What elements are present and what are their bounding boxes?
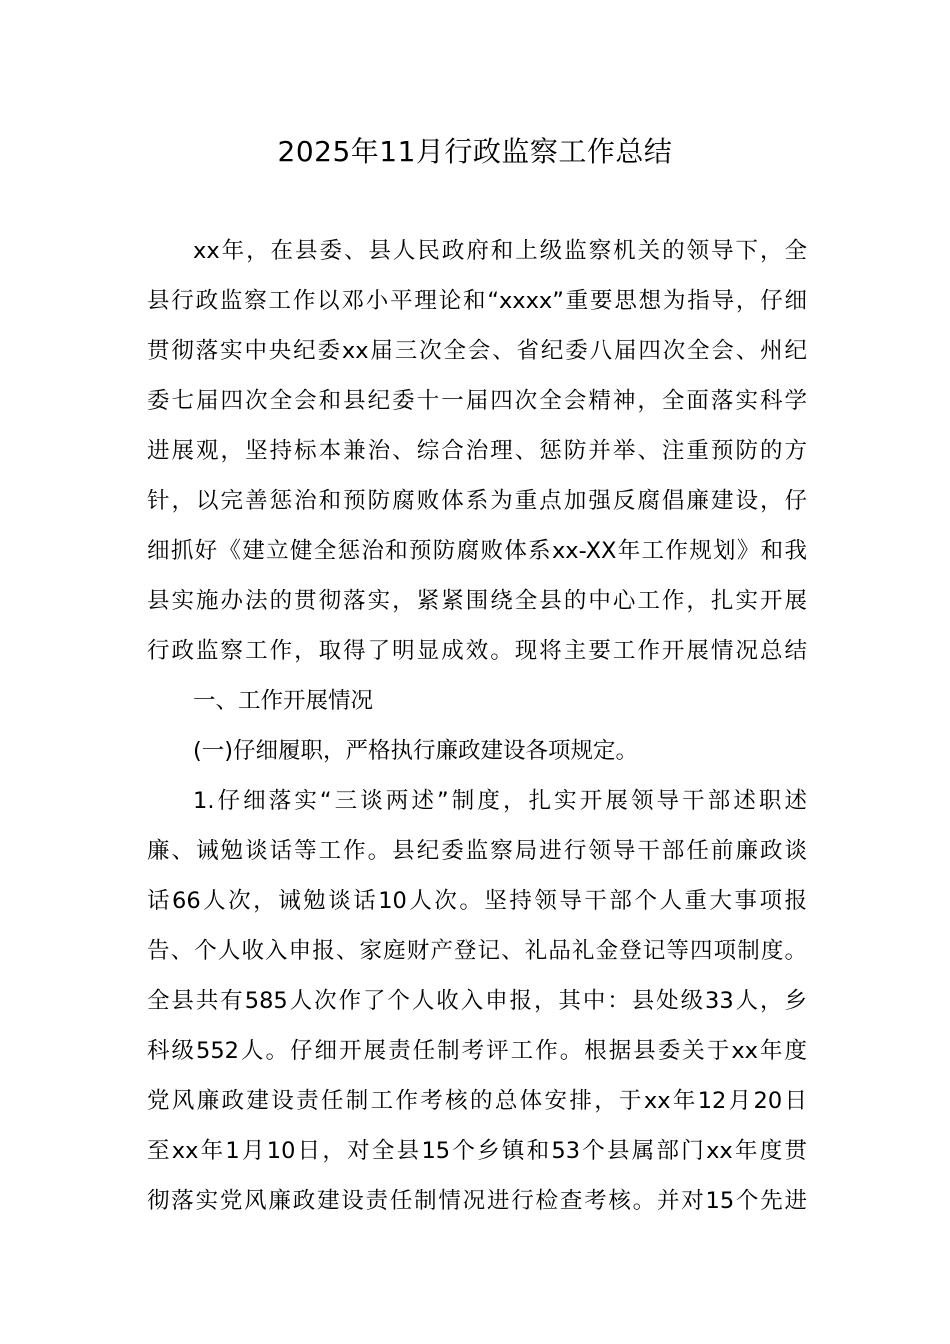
paragraph-line: 进展观，坚持标本兼治、综合治理、惩防并举、注重预防的方 [147, 438, 807, 464]
paragraph-line: 行政监察工作，取得了明显成效。现将主要工作开展情况总结 [147, 638, 807, 664]
paragraph-line: 贯彻落实中央纪委xx届三次全会、省纪委八届四次全会、州纪 [147, 338, 807, 364]
paragraph-line: 党风廉政建设责任制工作考核的总体安排，于xx年12月20日 [147, 1088, 807, 1114]
paragraph-line: 彻落实党风廉政建设责任制情况进行检查考核。并对15个先进 [147, 1188, 807, 1214]
paragraph-line: 细抓好《建立健全惩治和预防腐败体系xx-XX年工作规划》和我 [147, 538, 807, 564]
paragraph-line: 全县共有585人次作了个人收入申报，其中：县处级33人，乡 [147, 988, 807, 1014]
section-heading: 一、工作开展情况 [193, 688, 374, 714]
document-body [147, 226, 807, 1226]
paragraph-line: 委七届四次全会和县纪委十一届四次全会精神，全面落实科学 [147, 388, 807, 414]
paragraph-line: xx年，在县委、县人民政府和上级监察机关的领导下，全 [193, 238, 807, 264]
paragraph-line: 1.仔细落实“三谈两述”制度，扎实开展领导干部述职述 [193, 788, 807, 814]
paragraph-line: 县实施办法的贯彻落实，紧紧围绕全县的中心工作，扎实开展 [147, 588, 807, 614]
paragraph-line: 县行政监察工作以邓小平理论和“xxxx”重要思想为指导，仔细 [147, 288, 807, 314]
paragraph-line: 话66人次，诫勉谈话10人次。坚持领导干部个人重大事项报 [147, 888, 807, 914]
paragraph-line: 告、个人收入申报、家庭财产登记、礼品礼金登记等四项制度。 [147, 938, 807, 964]
paragraph-line: 针，以完善惩治和预防腐败体系为重点加强反腐倡廉建设，仔 [147, 488, 807, 514]
paragraph-line: 至xx年1月10日，对全县15个乡镇和53个县属部门xx年度贯 [147, 1138, 807, 1164]
paragraph-line: 科级552人。仔细开展责任制考评工作。根据县委关于xx年度 [147, 1038, 807, 1064]
paragraph-line: 廉、诫勉谈话等工作。县纪委监察局进行领导干部任前廉政谈 [147, 838, 807, 864]
document-title: 2025年11月行政监察工作总结 [277, 135, 673, 168]
subsection-heading: (一)仔细履职，严格执行廉政建设各项规定。 [193, 738, 639, 764]
